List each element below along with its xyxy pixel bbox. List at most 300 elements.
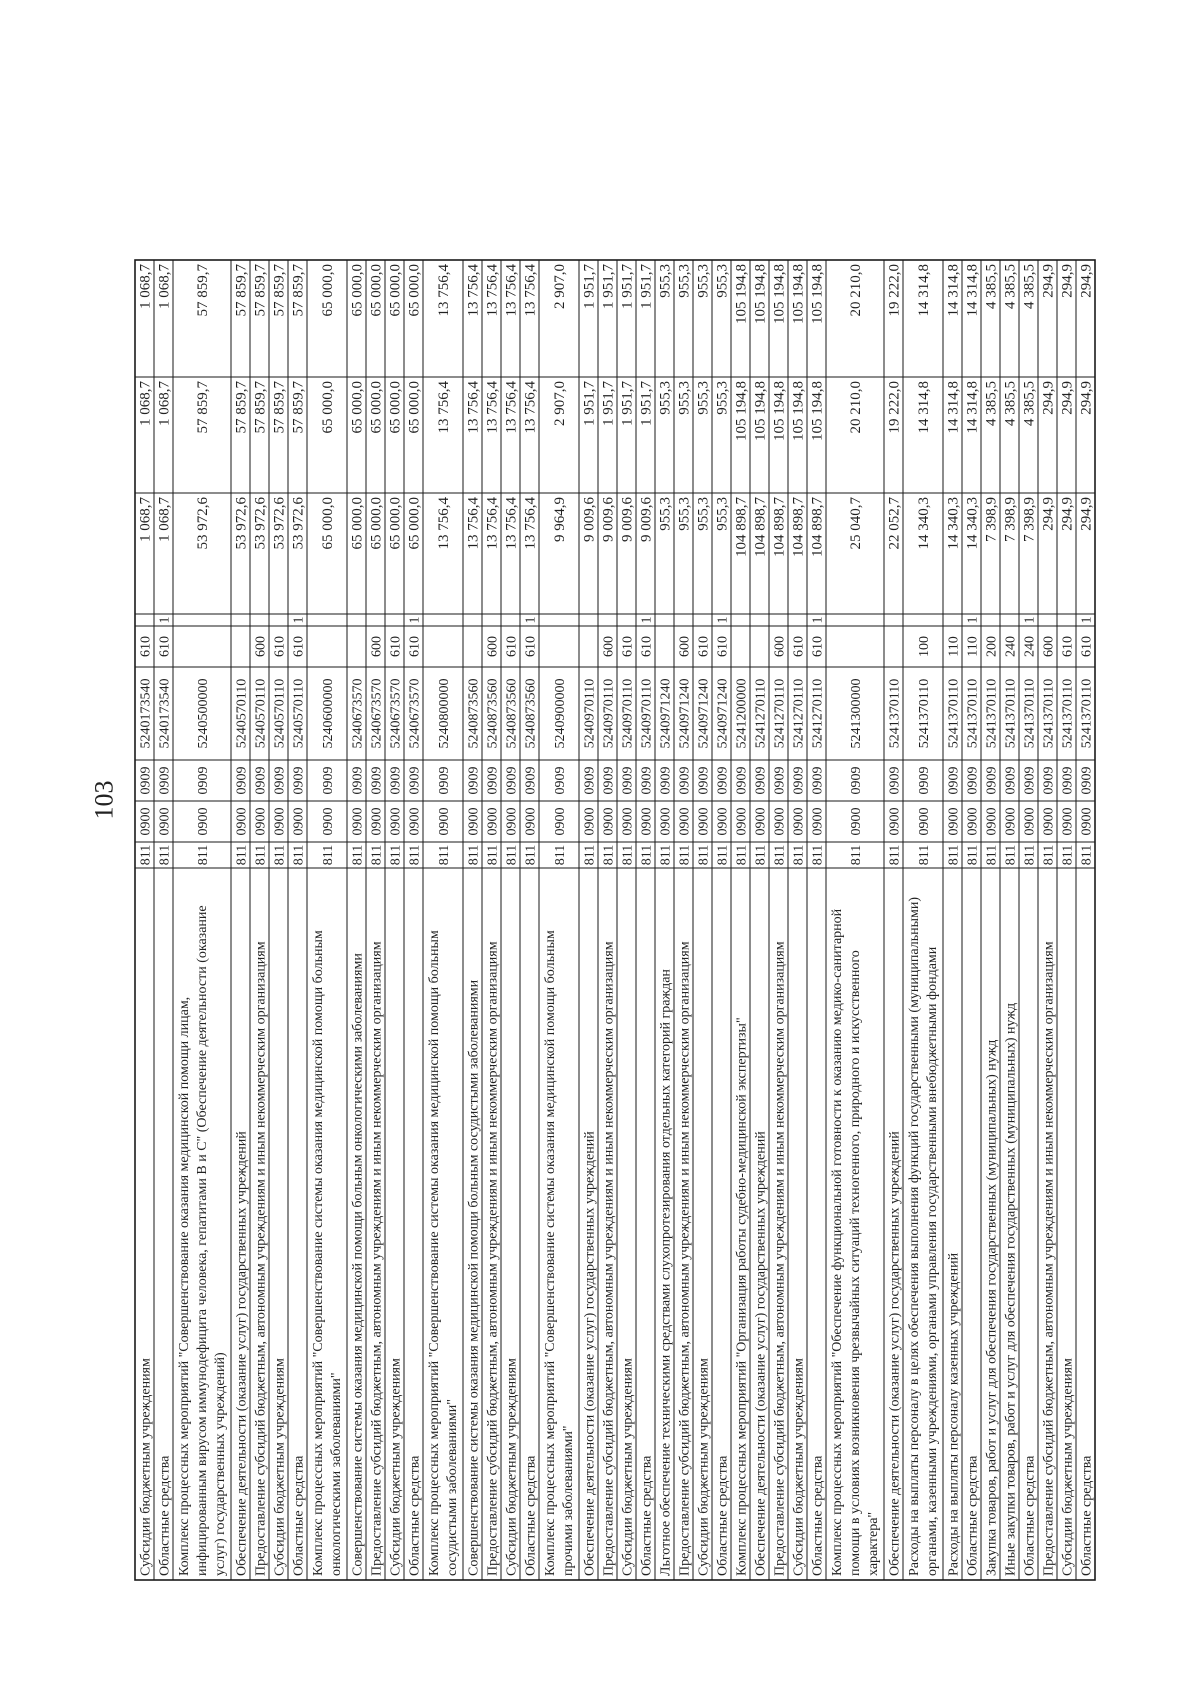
cell-sum1: 104 898,7 — [790, 497, 807, 557]
cell-sum3: 1 951,7 — [638, 264, 655, 309]
cell-rz: 0900 — [437, 807, 452, 836]
cell-csr: 5240673570 — [407, 678, 423, 749]
cell-sum1: 65 000,0 — [387, 497, 404, 550]
cell-prz: 0909 — [407, 766, 423, 795]
cell-sum3: 1 951,7 — [581, 264, 598, 309]
row-name-line: органами, казенными учреждениями, органами управления государственными внебюджетными фондами — [925, 946, 940, 1576]
cell-gr: 811 — [504, 844, 520, 866]
cell-sum3: 955,3 — [714, 264, 731, 298]
cell-prz: 0909 — [196, 766, 211, 795]
cell-gr: 811 — [1041, 844, 1057, 866]
cell-rz: 0900 — [810, 807, 826, 836]
cell-gr: 811 — [601, 844, 617, 866]
cell-csr: 5240970110 — [639, 678, 655, 749]
cell-gr: 811 — [369, 844, 385, 866]
cell-gr: 811 — [350, 844, 366, 866]
cell-sum1: 9 009,6 — [619, 497, 636, 542]
row-name-line: Предоставление субсидий бюджетным, автономным учреждениям и иным некоммерческим организациям — [601, 941, 617, 1576]
cell-sum3: 1 951,7 — [600, 264, 617, 309]
cell-sum2: 14 314,8 — [916, 381, 932, 434]
cell-csr: 5240173540 — [138, 678, 154, 749]
cell-sum1: 294,9 — [1078, 497, 1095, 531]
cell-rz: 0900 — [946, 807, 962, 836]
cell-sum3: 955,3 — [695, 264, 712, 298]
cell-csr: 5241370110 — [917, 678, 932, 749]
cell-sum3: 65 000,0 — [406, 264, 423, 317]
row-name-line: Субсидии бюджетным учреждениям — [138, 1358, 154, 1576]
cell-rz: 0900 — [196, 807, 211, 836]
cell-sum2: 955,3 — [714, 381, 731, 415]
cell-sum2: 57 859,7 — [195, 381, 211, 434]
cell-sum3: 105 194,8 — [752, 264, 769, 324]
cell-prz: 0909 — [138, 766, 154, 795]
cell-sum1: 9 009,6 — [638, 497, 655, 542]
cell-csr: 5240673570 — [350, 678, 366, 749]
row-name-line: Предоставление субсидий бюджетным, автономным учреждениям и иным некоммерческим организациям — [677, 941, 693, 1576]
cell-sum2: 955,3 — [695, 381, 712, 415]
cell-vr: 240 — [1003, 636, 1019, 657]
cell-sum1: 25 040,7 — [848, 497, 864, 550]
cell-sum3: 57 859,7 — [233, 264, 250, 317]
cell-gr: 811 — [1003, 844, 1019, 866]
row-name-line: Областные средства — [810, 1455, 826, 1576]
cell-csr: 5240570110 — [234, 678, 250, 749]
row-name-line: Субсидии бюджетным учреждениям — [504, 1358, 520, 1576]
cell-csr: 5240873560 — [523, 678, 539, 749]
cell-csr: 5240971240 — [677, 678, 693, 749]
cell-prz: 0909 — [1003, 766, 1019, 795]
row-name-line: Областные средства — [1022, 1455, 1038, 1576]
cell-csr: 5241270110 — [810, 678, 826, 749]
cell-prz: 0909 — [753, 766, 769, 795]
cell-sum2: 955,3 — [676, 381, 693, 415]
row-name-line: Областные средства — [407, 1455, 423, 1576]
cell-csr: 5240570110 — [291, 678, 307, 749]
cell-vr: 610 — [639, 636, 655, 657]
row-name-line: услуг) государственных учреждений) — [213, 1352, 228, 1576]
cell-gr: 811 — [138, 844, 154, 866]
cell-sum1: 7 398,9 — [1021, 497, 1038, 542]
cell-rz: 0900 — [965, 807, 981, 836]
cell-csr: 5241370110 — [1003, 678, 1019, 749]
cell-sum1: 9 009,6 — [600, 497, 617, 542]
cell-sum2: 57 859,7 — [271, 381, 288, 434]
cell-vr: 100 — [917, 636, 932, 657]
cell-sum2: 13 756,4 — [465, 381, 482, 434]
cell-sum2: 105 194,8 — [752, 381, 769, 441]
row-name-line: Областные средства — [715, 1455, 731, 1576]
cell-prz: 0909 — [887, 766, 903, 795]
cell-rz: 0900 — [388, 807, 404, 836]
cell-prz: 0909 — [291, 766, 307, 795]
cell-csr: 5240673570 — [369, 678, 385, 749]
cell-rz: 0900 — [485, 807, 501, 836]
cell-prz: 0909 — [437, 766, 452, 795]
cell-rz: 0900 — [272, 807, 288, 836]
cell-prz: 0909 — [620, 766, 636, 795]
cell-gr: 811 — [437, 844, 452, 866]
cell-mark: 1 — [157, 616, 173, 624]
row-name-line: сосудистыми заболеваниями" — [445, 1399, 460, 1576]
cell-gr: 811 — [917, 844, 932, 866]
cell-sum1: 955,3 — [676, 497, 693, 531]
cell-prz: 0909 — [253, 766, 269, 795]
cell-rz: 0900 — [1022, 807, 1038, 836]
row-name-line: Субсидии бюджетным учреждениям — [272, 1358, 288, 1576]
cell-prz: 0909 — [369, 766, 385, 795]
cell-vr: 610 — [138, 636, 154, 657]
cell-sum3: 13 756,4 — [522, 264, 539, 317]
cell-gr: 811 — [272, 844, 288, 866]
cell-sum1: 955,3 — [714, 497, 731, 531]
cell-prz: 0909 — [234, 766, 250, 795]
cell-sum1: 13 756,4 — [465, 497, 482, 550]
cell-sum1: 13 756,4 — [484, 497, 501, 550]
row-name-line: Субсидии бюджетным учреждениям — [620, 1358, 636, 1576]
cell-prz: 0909 — [1022, 766, 1038, 795]
row-name-line: Обеспечение деятельности (оказание услуг) государственных учреждений — [234, 1131, 250, 1576]
cell-vr: 610 — [696, 636, 712, 657]
row-name-line: Расходы на выплаты персоналу казенных учреждений — [946, 1252, 962, 1576]
cell-gr: 811 — [620, 844, 636, 866]
row-name-line: Предоставление субсидий бюджетным, автономным учреждениям и иным некоммерческим организациям — [1041, 941, 1057, 1576]
cell-sum1: 104 898,7 — [809, 497, 826, 557]
cell-vr: 600 — [253, 636, 269, 657]
cell-rz: 0900 — [553, 807, 568, 836]
row-name-line: Областные средства — [965, 1455, 981, 1576]
cell-csr: 5240873560 — [466, 678, 482, 749]
cell-csr: 5240570110 — [253, 678, 269, 749]
cell-sum3: 57 859,7 — [195, 264, 211, 317]
cell-sum2: 65 000,0 — [368, 381, 385, 434]
cell-prz: 0909 — [791, 766, 807, 795]
cell-sum2: 1 951,7 — [619, 381, 636, 426]
cell-mark: 1 — [291, 616, 307, 624]
cell-csr: 5240971240 — [715, 678, 731, 749]
cell-sum2: 1 068,7 — [156, 381, 173, 426]
cell-rz: 0900 — [639, 807, 655, 836]
cell-sum3: 1 068,7 — [137, 264, 154, 309]
cell-vr: 600 — [369, 636, 385, 657]
cell-rz: 0900 — [620, 807, 636, 836]
cell-sum3: 13 756,4 — [436, 264, 452, 317]
cell-sum2: 294,9 — [1078, 381, 1095, 415]
cell-vr: 600 — [677, 636, 693, 657]
cell-sum2: 57 859,7 — [290, 381, 307, 434]
cell-gr: 811 — [196, 844, 211, 866]
cell-rz: 0900 — [582, 807, 598, 836]
cell-gr: 811 — [1079, 844, 1095, 866]
cell-rz: 0900 — [984, 807, 1000, 836]
cell-rz: 0900 — [696, 807, 712, 836]
cell-sum2: 65 000,0 — [320, 381, 336, 434]
cell-vr: 610 — [1060, 636, 1076, 657]
cell-sum1: 22 052,7 — [886, 497, 903, 550]
cell-vr: 610 — [791, 636, 807, 657]
cell-vr: 610 — [810, 636, 826, 657]
cell-sum1: 65 000,0 — [349, 497, 366, 550]
row-name-line: Предоставление субсидий бюджетным, автономным учреждениям и иным некоммерческим организациям — [253, 941, 269, 1576]
row-name-line: Субсидии бюджетным учреждениям — [1060, 1358, 1076, 1576]
cell-rz: 0900 — [504, 807, 520, 836]
cell-sum2: 294,9 — [1059, 381, 1076, 415]
cell-sum2: 1 068,7 — [137, 381, 154, 426]
cell-csr: 5240873560 — [504, 678, 520, 749]
cell-gr: 811 — [582, 844, 598, 866]
cell-mark: 1 — [1079, 616, 1095, 624]
cell-sum1: 294,9 — [1040, 497, 1057, 531]
cell-sum1: 53 972,6 — [252, 497, 269, 550]
cell-rz: 0900 — [1003, 807, 1019, 836]
cell-vr: 110 — [965, 636, 981, 657]
cell-vr: 610 — [291, 636, 307, 657]
cell-prz: 0909 — [350, 766, 366, 795]
cell-sum1: 65 000,0 — [406, 497, 423, 550]
cell-sum2: 14 314,8 — [945, 381, 962, 434]
cell-prz: 0909 — [917, 766, 932, 795]
cell-gr: 811 — [485, 844, 501, 866]
cell-sum1: 13 756,4 — [522, 497, 539, 550]
cell-sum1: 1 068,7 — [137, 497, 154, 542]
cell-prz: 0909 — [849, 766, 864, 795]
cell-prz: 0909 — [553, 766, 568, 795]
cell-rz: 0900 — [734, 807, 750, 836]
cell-sum1: 65 000,0 — [320, 497, 336, 550]
cell-vr: 200 — [984, 636, 1000, 657]
cell-prz: 0909 — [504, 766, 520, 795]
cell-rz: 0900 — [601, 807, 617, 836]
cell-csr: 5241370110 — [946, 678, 962, 749]
row-name-line: прочими заболеваниями" — [561, 1425, 576, 1576]
cell-sum2: 57 859,7 — [252, 381, 269, 434]
cell-gr: 811 — [639, 844, 655, 866]
cell-sum3: 13 756,4 — [465, 264, 482, 317]
cell-vr: 600 — [485, 636, 501, 657]
cell-sum3: 20 210,0 — [848, 264, 864, 317]
cell-sum3: 65 000,0 — [320, 264, 336, 317]
cell-prz: 0909 — [772, 766, 788, 795]
cell-sum1: 7 398,9 — [1002, 497, 1019, 542]
cell-gr: 811 — [234, 844, 250, 866]
cell-rz: 0900 — [753, 807, 769, 836]
cell-prz: 0909 — [466, 766, 482, 795]
cell-prz: 0909 — [810, 766, 826, 795]
cell-rz: 0900 — [917, 807, 932, 836]
cell-gr: 811 — [407, 844, 423, 866]
cell-rz: 0900 — [1079, 807, 1095, 836]
cell-sum2: 105 194,8 — [790, 381, 807, 441]
cell-rz: 0900 — [407, 807, 423, 836]
cell-mark: 1 — [407, 616, 423, 624]
cell-rz: 0900 — [791, 807, 807, 836]
cell-vr: 610 — [388, 636, 404, 657]
cell-prz: 0909 — [523, 766, 539, 795]
cell-sum3: 14 314,8 — [916, 264, 932, 317]
cell-vr: 600 — [1041, 636, 1057, 657]
cell-sum3: 65 000,0 — [349, 264, 366, 317]
cell-prz: 0909 — [1060, 766, 1076, 795]
cell-prz: 0909 — [321, 766, 336, 795]
cell-sum1: 14 340,3 — [964, 497, 981, 550]
cell-sum1: 53 972,6 — [195, 497, 211, 550]
cell-sum2: 65 000,0 — [349, 381, 366, 434]
cell-prz: 0909 — [1079, 766, 1095, 795]
cell-sum3: 105 194,8 — [733, 264, 750, 324]
cell-sum3: 13 756,4 — [484, 264, 501, 317]
cell-prz: 0909 — [1041, 766, 1057, 795]
row-name-line: Комплекс процессных мероприятий "Совершенствование системы оказания медицинской помощи больным — [427, 930, 442, 1576]
cell-prz: 0909 — [272, 766, 288, 795]
row-name-line: Областные средства — [157, 1455, 173, 1576]
cell-sum1: 7 398,9 — [983, 497, 1000, 542]
cell-rz: 0900 — [253, 807, 269, 836]
cell-gr: 811 — [388, 844, 404, 866]
row-name-line: онкологическими заболеваниями" — [329, 1372, 344, 1576]
cell-sum3: 955,3 — [657, 264, 674, 298]
cell-prz: 0909 — [601, 766, 617, 795]
cell-csr: 5241370110 — [1041, 678, 1057, 749]
cell-gr: 811 — [291, 844, 307, 866]
cell-gr: 811 — [946, 844, 962, 866]
cell-sum3: 1 951,7 — [619, 264, 636, 309]
cell-gr: 811 — [658, 844, 674, 866]
row-name-line: Совершенствование системы оказания медицинской помощи больным сосудистыми заболеваниями — [466, 979, 482, 1576]
cell-gr: 811 — [553, 844, 568, 866]
cell-prz: 0909 — [639, 766, 655, 795]
cell-sum2: 4 385,5 — [1002, 381, 1019, 426]
cell-csr: 5240500000 — [196, 678, 211, 749]
cell-vr: 610 — [272, 636, 288, 657]
cell-rz: 0900 — [523, 807, 539, 836]
cell-prz: 0909 — [946, 766, 962, 795]
cell-sum2: 1 951,7 — [600, 381, 617, 426]
cell-csr: 5241270110 — [772, 678, 788, 749]
cell-csr: 5241270110 — [753, 678, 769, 749]
cell-gr: 811 — [1022, 844, 1038, 866]
row-name-line: Комплекс процессных мероприятий "Обеспечение функциональной готовности к оказанию медико-санитарной — [830, 908, 845, 1576]
cell-sum3: 4 385,5 — [1002, 264, 1019, 309]
cell-prz: 0909 — [734, 766, 750, 795]
cell-gr: 811 — [677, 844, 693, 866]
row-name-line: Субсидии бюджетным учреждениям — [696, 1358, 712, 1576]
cell-gr: 811 — [791, 844, 807, 866]
cell-rz: 0900 — [321, 807, 336, 836]
cell-sum3: 105 194,8 — [809, 264, 826, 324]
cell-sum2: 4 385,5 — [983, 381, 1000, 426]
cell-prz: 0909 — [715, 766, 731, 795]
cell-sum3: 4 385,5 — [1021, 264, 1038, 309]
row-name-line: Обеспечение деятельности (оказание услуг) государственных учреждений — [887, 1131, 903, 1576]
row-name-line: Предоставление субсидий бюджетным, автономным учреждениям и иным некоммерческим организациям — [772, 941, 788, 1576]
cell-rz: 0900 — [234, 807, 250, 836]
cell-sum2: 20 210,0 — [848, 381, 864, 434]
cell-csr: 5240971240 — [696, 678, 712, 749]
cell-gr: 811 — [715, 844, 731, 866]
cell-sum2: 14 314,8 — [964, 381, 981, 434]
cell-sum2: 65 000,0 — [387, 381, 404, 434]
cell-mark: 1 — [965, 616, 981, 624]
cell-sum3: 65 000,0 — [368, 264, 385, 317]
cell-mark: 1 — [639, 616, 655, 624]
cell-sum1: 1 068,7 — [156, 497, 173, 542]
cell-rz: 0900 — [849, 807, 864, 836]
row-name-line: Обеспечение деятельности (оказание услуг) государственных учреждений — [582, 1131, 598, 1576]
row-name-line: Субсидии бюджетным учреждениям — [388, 1358, 404, 1576]
cell-sum1: 294,9 — [1059, 497, 1076, 531]
cell-sum2: 2 907,0 — [552, 381, 568, 426]
cell-mark: 1 — [523, 616, 539, 624]
cell-sum1: 14 340,3 — [945, 497, 962, 550]
cell-vr: 240 — [1022, 636, 1038, 657]
cell-prz: 0909 — [696, 766, 712, 795]
cell-vr: 610 — [407, 636, 423, 657]
cell-gr: 811 — [965, 844, 981, 866]
cell-vr: 610 — [1079, 636, 1095, 657]
cell-sum3: 65 000,0 — [387, 264, 404, 317]
row-name-line: Областные средства — [291, 1455, 307, 1576]
row-name-line: характера" — [866, 1511, 881, 1576]
cell-gr: 811 — [734, 844, 750, 866]
cell-rz: 0900 — [1041, 807, 1057, 836]
cell-sum2: 13 756,4 — [484, 381, 501, 434]
cell-csr: 5240673570 — [388, 678, 404, 749]
cell-prz: 0909 — [157, 766, 173, 795]
cell-sum1: 9 009,6 — [581, 497, 598, 542]
cell-prz: 0909 — [658, 766, 674, 795]
cell-gr: 811 — [157, 844, 173, 866]
cell-sum3: 105 194,8 — [771, 264, 788, 324]
cell-sum1: 53 972,6 — [271, 497, 288, 550]
cell-gr: 811 — [849, 844, 864, 866]
cell-sum2: 19 222,0 — [886, 381, 903, 434]
cell-sum3: 14 314,8 — [945, 264, 962, 317]
row-name-line: Комплекс процессных мероприятий "Совершенствование системы оказания медицинской помощи больным — [311, 930, 326, 1576]
cell-sum2: 57 859,7 — [233, 381, 250, 434]
row-name-line: Иные закупки товаров, работ и услуг для обеспечения государственных (муниципальных) нужд — [1003, 1002, 1019, 1576]
cell-sum1: 13 756,4 — [503, 497, 520, 550]
cell-mark: 1 — [715, 616, 731, 624]
row-name-line: Областные средства — [523, 1455, 539, 1576]
cell-sum2: 13 756,4 — [436, 381, 452, 434]
cell-sum1: 104 898,7 — [752, 497, 769, 557]
row-name-line: инфицированным вирусом иммунодефицита человека, гепатитами В и С" (Обеспечение деятельности (оказание — [195, 905, 210, 1576]
cell-gr: 811 — [772, 844, 788, 866]
cell-sum1: 65 000,0 — [368, 497, 385, 550]
row-name-line: Расходы на выплаты персоналу в целях обеспечения выполнения функций государственными (муниципальными) — [907, 896, 922, 1576]
cell-rz: 0900 — [772, 807, 788, 836]
cell-gr: 811 — [753, 844, 769, 866]
cell-rz: 0900 — [715, 807, 731, 836]
cell-vr: 610 — [523, 636, 539, 657]
cell-sum3: 294,9 — [1040, 264, 1057, 298]
cell-mark: 1 — [1022, 616, 1038, 624]
cell-vr: 610 — [715, 636, 731, 657]
row-name-line: Субсидии бюджетным учреждениям — [791, 1358, 807, 1576]
cell-gr: 811 — [523, 844, 539, 866]
cell-sum3: 57 859,7 — [271, 264, 288, 317]
cell-csr: 5241370110 — [984, 678, 1000, 749]
cell-sum2: 105 194,8 — [771, 381, 788, 441]
cell-sum2: 955,3 — [657, 381, 674, 415]
cell-csr: 5241370110 — [1022, 678, 1038, 749]
cell-csr: 5241270110 — [791, 678, 807, 749]
cell-sum3: 57 859,7 — [290, 264, 307, 317]
cell-sum3: 57 859,7 — [252, 264, 269, 317]
cell-gr: 811 — [696, 844, 712, 866]
cell-prz: 0909 — [582, 766, 598, 795]
cell-rz: 0900 — [157, 807, 173, 836]
row-name-line: Льготное обеспечение техническими средствами слухопротезирования отдельных категорий граждан — [658, 969, 674, 1576]
